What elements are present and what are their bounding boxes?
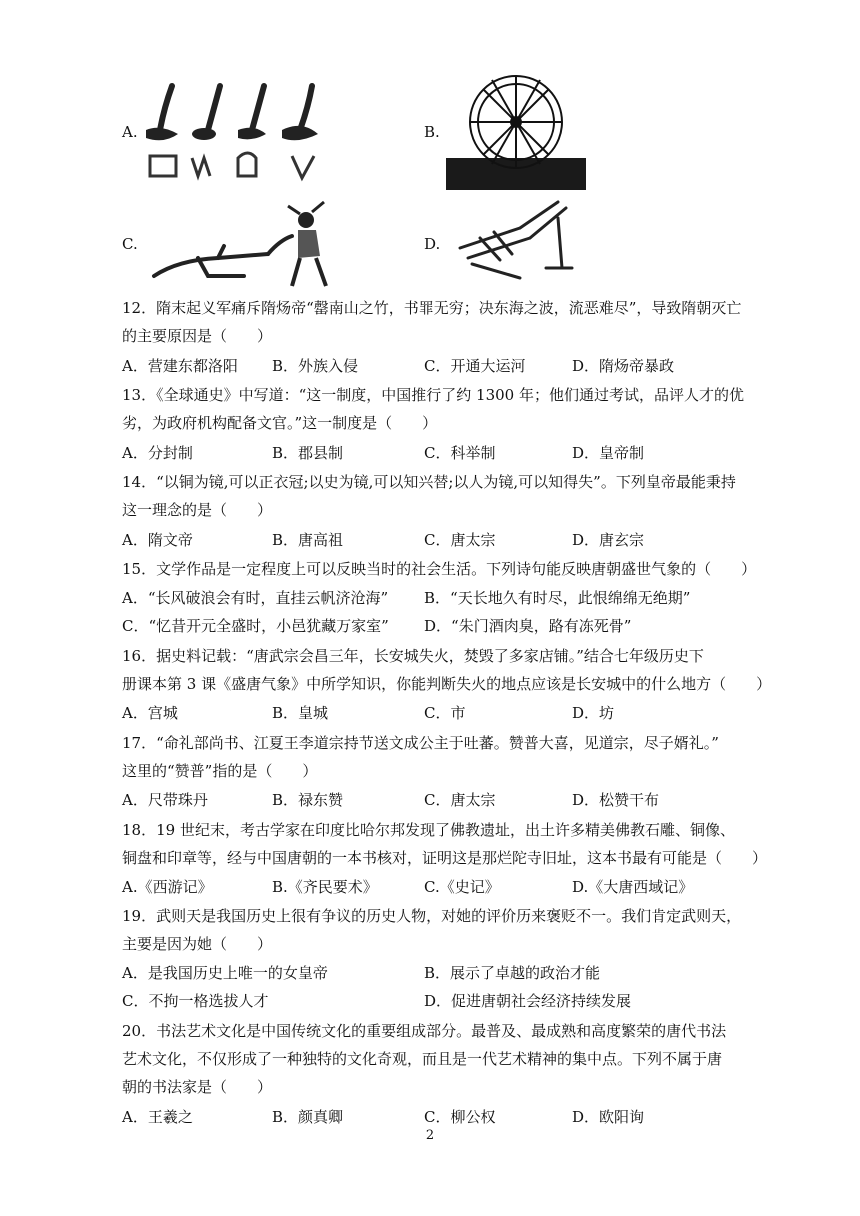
q15-option-a[interactable]: A．“长风破浪会有时，直挂云帆济沧海”: [122, 589, 389, 607]
q14-option-b[interactable]: B．唐高祖: [272, 531, 344, 549]
q16-option-d[interactable]: D．坊: [572, 704, 615, 722]
q18-option-a[interactable]: A.《西游记》: [122, 878, 213, 896]
question-17-line-2: 这里的“赞普”指的是（ ）: [122, 762, 318, 780]
tools-picture: [142, 78, 342, 188]
q13-option-a[interactable]: A．分封制: [122, 444, 193, 462]
q20-option-b[interactable]: B．颜真卿: [272, 1108, 344, 1126]
option-label-a: A.: [122, 123, 138, 141]
q20-option-c[interactable]: C．柳公权: [424, 1108, 496, 1126]
question-16-line-1: 16．据史料记载：“唐武宗会昌三年，长安城失火，焚毁了多家店铺。”结合七年级历史下: [122, 647, 704, 665]
q15-option-d[interactable]: D．“朱门酒肉臭，路有冻死骨”: [424, 617, 632, 635]
question-20-line-2: 艺术文化，不仅形成了一种独特的文化奇观，而且是一代艺术精神的集中点。下列不属于唐: [122, 1050, 723, 1068]
question-19-line-2: 主要是因为她（ ）: [122, 935, 273, 953]
q12-option-c[interactable]: C．开通大运河: [424, 357, 526, 375]
water-wheel-picture: [446, 70, 586, 192]
q14-option-d[interactable]: D．唐玄宗: [572, 531, 645, 549]
q19-option-c[interactable]: C．不拘一格选拔人才: [122, 992, 269, 1010]
q17-option-a[interactable]: A．尺带珠丹: [122, 791, 208, 809]
q20-option-a[interactable]: A．王羲之: [122, 1108, 193, 1126]
question-18-line-1: 18．19 世纪末，考古学家在印度比哈尔邦发现了佛教遗址，出土许多精美佛教石雕、铜像、: [122, 821, 735, 839]
question-20-line-3: 朝的书法家是（ ）: [122, 1078, 273, 1096]
q19-option-d[interactable]: D．促进唐朝社会经济持续发展: [424, 992, 632, 1010]
q14-option-a[interactable]: A．隋文帝: [122, 531, 193, 549]
q12-option-a[interactable]: A．营建东都洛阳: [122, 357, 238, 375]
question-20-line-1: 20．书法艺术文化是中国传统文化的重要组成部分。最普及、最成熟和高度繁荣的唐代书法: [122, 1022, 727, 1040]
question-13-line-1: 13．《全球通史》中写道：“这一制度，中国推行了约 1300 年；他们通过考试，品评人才的优: [122, 386, 744, 404]
q12-option-b[interactable]: B．外族入侵: [272, 357, 359, 375]
q19-option-a[interactable]: A．是我国历史上唯一的女皇帝: [122, 964, 328, 982]
q17-option-c[interactable]: C．唐太宗: [424, 791, 496, 809]
question-15-line-1: 15．文学作品是一定程度上可以反映当时的社会生活。下列诗句能反映唐朝盛世气象的（ ）: [122, 560, 757, 578]
q13-option-b[interactable]: B．郡县制: [272, 444, 344, 462]
q18-option-c[interactable]: C.《史记》: [424, 878, 500, 896]
q18-option-b[interactable]: B.《齐民要术》: [272, 878, 378, 896]
q13-option-c[interactable]: C．科举制: [424, 444, 496, 462]
q15-option-b[interactable]: B．“天长地久有时尽，此恨绵绵无绝期”: [424, 589, 691, 607]
q15-option-c[interactable]: C．“忆昔开元全盛时，小邑犹藏万家室”: [122, 617, 389, 635]
q19-option-b[interactable]: B．展示了卓越的政治才能: [424, 964, 601, 982]
option-label-b: B.: [424, 123, 440, 141]
question-16-line-2: 册课本第 3 课《盛唐气象》中所学知识，你能判断失火的地点应该是长安城中的什么地方（ ）: [122, 675, 772, 693]
question-14-line-1: 14．“以铜为镜,可以正衣冠;以史为镜,可以知兴替;以人为镜,可以知得失”。下列皇帝最能秉持: [122, 473, 736, 491]
plough-tool-picture: [450, 198, 580, 288]
q17-option-b[interactable]: B．禄东赞: [272, 791, 344, 809]
q14-option-c[interactable]: C．唐太宗: [424, 531, 496, 549]
question-12-line-1: 12．隋末起义军痛斥隋炀帝“罄南山之竹，书罪无穷；决东海之波，流恶难尽”，导致隋朝灭亡: [122, 299, 742, 317]
question-14-line-2: 这一理念的是（ ）: [122, 501, 273, 519]
q16-option-a[interactable]: A．宫城: [122, 704, 178, 722]
q20-option-d[interactable]: D．欧阳询: [572, 1108, 645, 1126]
question-18-line-2: 铜盘和印章等，经与中国唐朝的一本书核对，证明这是那烂陀寺旧址，这本书最有可能是（ ）: [122, 849, 768, 867]
q13-option-d[interactable]: D．皇帝制: [572, 444, 645, 462]
question-13-line-2: 劣，为政府机构配备文官。”这一制度是（ ）: [122, 414, 438, 432]
q16-option-b[interactable]: B．皇城: [272, 704, 329, 722]
option-label-d: D.: [424, 235, 441, 253]
page-number: 2: [425, 1128, 435, 1143]
question-12-line-2: 的主要原因是（ ）: [122, 327, 273, 345]
q18-option-d[interactable]: D.《大唐西域记》: [572, 878, 694, 896]
q17-option-d[interactable]: D．松赞干布: [572, 791, 660, 809]
option-label-c: C.: [122, 235, 138, 253]
farmer-plough-picture: [148, 200, 348, 290]
question-19-line-1: 19．武则天是我国历史上很有争议的历史人物，对她的评价历来褒贬不一。我们肯定武则天，: [122, 907, 742, 925]
q12-option-d[interactable]: D．隋炀帝暴政: [572, 357, 675, 375]
question-17-line-1: 17．“命礼部尚书、江夏王李道宗持节送文成公主于吐蕃。赞普大喜，见道宗，尽子婿礼。”: [122, 734, 719, 752]
q16-option-c[interactable]: C．市: [424, 704, 466, 722]
